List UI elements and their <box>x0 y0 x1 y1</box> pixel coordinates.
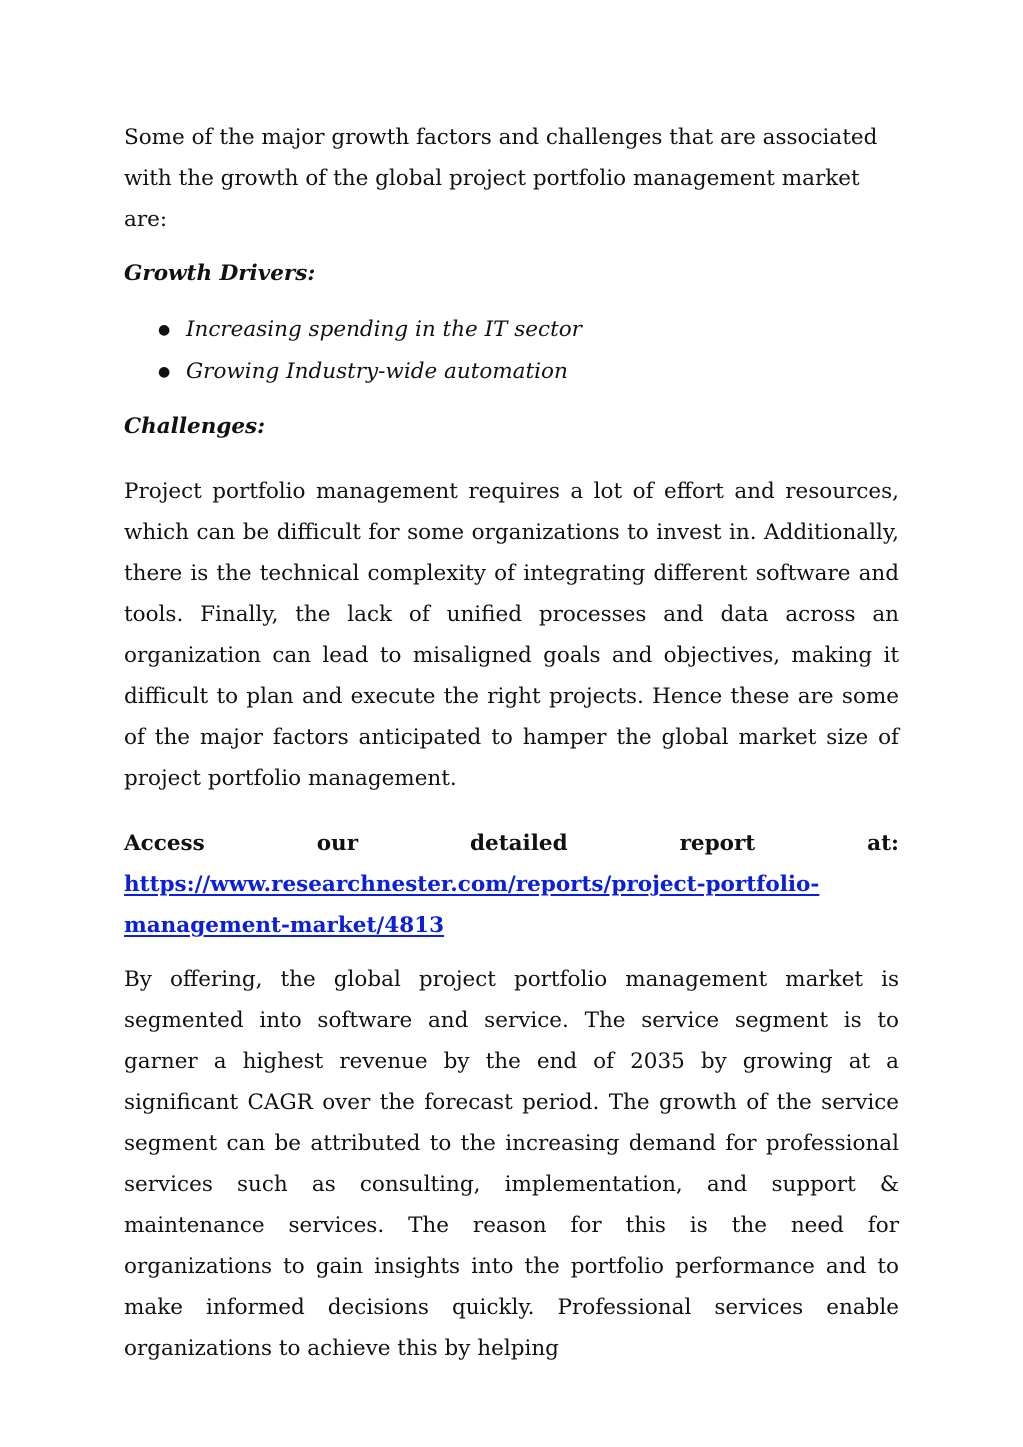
list-item-text: Growing Industry-wide automation <box>186 359 568 384</box>
access-word: detailed <box>469 831 568 856</box>
challenges-heading: Challenges: <box>124 414 266 439</box>
report-link[interactable] <box>124 864 899 946</box>
list-item-text: Increasing spending in the IT sector <box>186 317 582 342</box>
growth-drivers-heading: Growth Drivers: <box>124 261 316 286</box>
report-link-line-1: https://www.researchnester.com/reports/project-portfolio- <box>124 872 820 897</box>
bullet-icon: ● <box>158 364 171 380</box>
bullet-icon: ● <box>158 322 171 338</box>
access-word: Access <box>124 831 205 856</box>
challenges-paragraph: Project portfolio management requires a lot of effort and resources, which can be difficult for some organizations to invest in. Additionally, there is the technical complexity of integrating different software and tools. Finally, the lack of unified processes and data across an organization can lead to misaligned goals and objectives, making it difficult to plan and execute the right projects. Hence these are some of the major factors anticipated to hamper the global market size of project portfolio management. <box>124 479 899 791</box>
document-page <box>124 117 899 1369</box>
growth-drivers-list <box>124 309 899 393</box>
report-link-line-2: management-market/4813 <box>124 913 445 938</box>
access-word: report <box>679 831 756 856</box>
access-report-line <box>124 823 899 864</box>
list-item <box>124 351 899 393</box>
access-word: at: <box>867 831 899 856</box>
access-word: our <box>316 831 359 856</box>
segment-paragraph: By offering, the global project portfolio management market is segmented into software and service. The service segment is to garner a highest revenue by the end of 2035 by growing at a significant CAGR over the forecast period. The growth of the service segment can be attributed to the increasing demand for professional services such as consulting, implementation, and support & maintenance services. The reason for this is the need for organizations to gain insights into the portfolio performance and to make informed decisions quickly. Professional services enable organizations to achieve this by helping <box>124 967 899 1361</box>
intro-paragraph: Some of the major growth factors and challenges that are associated with the growth of the global project portfolio management market are: <box>124 125 878 232</box>
list-item <box>124 309 899 351</box>
